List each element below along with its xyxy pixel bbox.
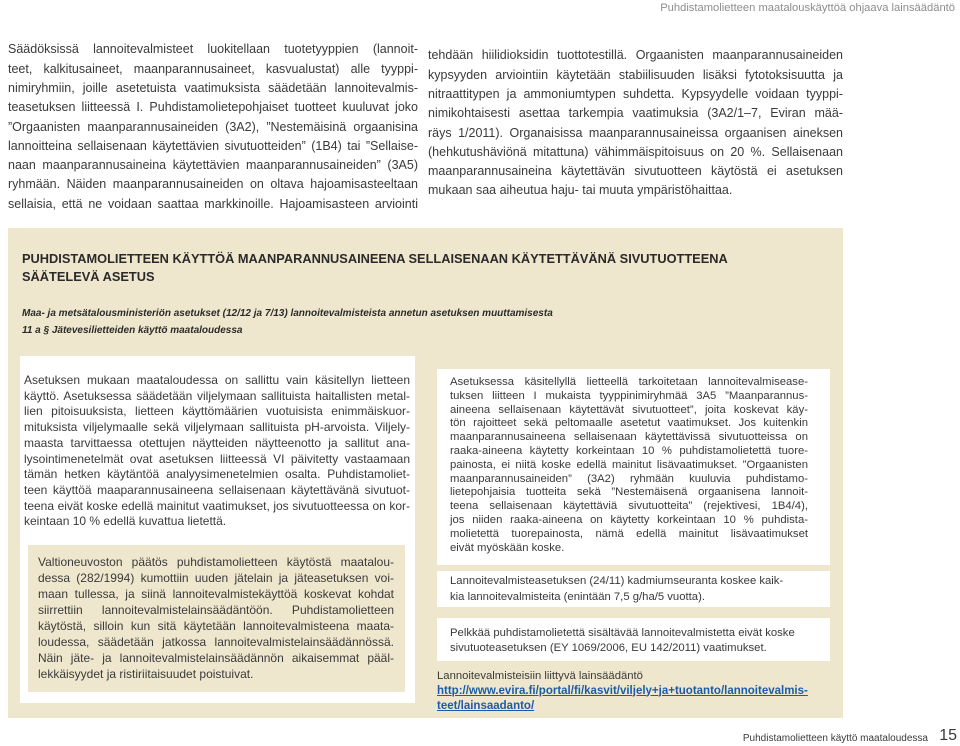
- decree-summary-line: keintaan 10 % edellä kuvattua lietettä.: [24, 514, 227, 529]
- intro-left-line: naan maanparannusaineina käytettävien maanparannusaineiden” (3A5): [8, 158, 418, 173]
- running-title: Puhdistamolietteen maatalouskäyttöä ohjaava lainsäädäntö: [660, 2, 955, 14]
- intro-column-left: [8, 40, 418, 214]
- cadmium-monitoring-line: kia lannoitevalmisteita (enintään 7,5 g/ha/5 vuotta).: [450, 591, 705, 603]
- treated-sludge-text: [450, 376, 808, 555]
- regulation-heading-line: PUHDISTAMOLIETTEEN KÄYTTÖÄ MAANPARANNUSAINEENA SELLAISENAAN KÄYTETTÄVÄNÄ SIVUTUOTTEENA: [22, 251, 728, 266]
- intro-left-line: nimiryhmiin, joille asetetuista vaatimuksista säädetään lannoitevalmis-: [8, 80, 418, 95]
- decree-summary-line: maasta tarvittaessa otettujen näytteiden näytteenotto ja sallitut ana-: [24, 435, 410, 450]
- intro-right-line: kypsyyden arviointiin käytetään stabiilisuuden lisäksi fytotoksisuutta ja: [428, 67, 843, 82]
- intro-column-right: [428, 46, 843, 200]
- by-product-regulation-line: sivutuoteasetuksen (EY 1069/2006, EU 142/2011) vaatimukset.: [450, 641, 767, 654]
- council-decision-line: siirrettiin lannoitevalmistelainsäädäntöön. Puhdistamolietteen: [38, 603, 394, 617]
- intro-right-line: maanparannusaineina käytettävän sivutuotteen käytöstä ei asetuksen: [428, 164, 843, 179]
- council-decision-line: loudessa, säädetään jatkossa lannoitevalmistelainsäädännössä.: [38, 635, 394, 649]
- treated-sludge-line: teena sellaisenaan käytettäviä sivutuotteita” (rejektivesi, 1B4/4),: [450, 500, 808, 513]
- treated-sludge-line: Asetuksessa käsitellyllä lietteellä tarkoitetaan lannoitevalmisease-: [450, 376, 808, 388]
- council-decision-line: käytöstä, silloin kun sitä käytetään lannoitevalmisteena maata-: [38, 619, 394, 633]
- intro-right-line: räys 1/2011). Organaisissa maanparannusaineissa orgaanisen aineksen: [428, 125, 843, 140]
- decree-summary-line: teena eivät koske edellä mainitut vaatimukset, jos sivutuotteessa on kor-: [24, 498, 410, 513]
- decree-summary-line: Asetuksen mukaan maataloudessa on sallittu vain käsitellyn lietteen: [24, 373, 410, 387]
- decree-reference: [22, 305, 553, 339]
- intro-right-line: (hehkutushäviönä mitattuna) vähimmäispitoisuus on 20 %. Sellaisenaan: [428, 144, 843, 159]
- legislation-link-line[interactable]: teet/lainsaadanto/: [437, 699, 535, 712]
- decree-summary-line: mituksista viljelymaalle sekä viljelymaan sallituista pH-arvoista. Viljely-: [24, 420, 410, 435]
- intro-left-line: teet, kalkitusaineet, maanparannusaineet, kasvualustat) alle tyyppi-: [8, 61, 418, 76]
- regulation-box: [8, 228, 843, 718]
- regulation-heading-line: SÄÄTELEVÄ ASETUS: [22, 269, 155, 284]
- intro-left-line: Säädöksissä lannoitevalmisteet luokitellaan tuotetyyppien (lannoit-: [8, 42, 418, 57]
- decree-summary-line: teen käyttöä maaparannusaineena sellaisenaan käytettävänä sivutuot-: [24, 482, 410, 497]
- intro-left-line: lannoitteina sellaisenaan käytettävien sivutuotteiden” (1B4) tai ”Sellaise-: [8, 138, 418, 153]
- council-decision-line: Valtioneuvoston päätös puhdistamolietteen käytöstä maatalou-: [38, 555, 394, 569]
- decree-summary-line: käyttö. Asetuksessa säädetään viljelymaan sallituista haitallisten metal-: [24, 388, 410, 403]
- by-product-regulation-panel: [437, 618, 830, 661]
- council-decision-line: maan tullessa, ja siinä lannoitevalmistekäyttöä koskevat kohdat: [38, 587, 394, 601]
- treated-sludge-line: lietepohjaisia tuotteita sekä ”Nestemäisenä orgaanisena lannoit-: [450, 486, 808, 499]
- council-decision-note: [28, 545, 405, 692]
- intro-left-line: teasetuksen liitteessä I. Puhdistamolietepohjaiset tuotteet kuuluvat joko: [8, 100, 418, 115]
- decree-summary-line: lien pitoisuuksista, lietteen käyttömäärien vuotuisista enimmäiskuor-: [24, 404, 410, 419]
- council-decision-line: lekkäisyydet ja ristiriitaisuudet poistuivat.: [38, 667, 254, 681]
- treated-sludge-panel: [437, 369, 830, 565]
- intro-left-line: sellaisia, että ne voidaan saattaa markkinoille. Hajoamisasteen arviointi: [8, 196, 418, 211]
- decree-reference-line: Maa- ja metsätalousministeriön asetukset (12/12 ja 7/13) lannoitevalmisteista annetun asetuksen muuttamisesta: [22, 307, 553, 319]
- intro-right-line: nimikohtaisesti asettaa tarkempia vaatimuksia (3A2/1–7, Eviran mää-: [428, 106, 843, 121]
- by-product-regulation-text: [450, 626, 820, 656]
- decree-reference-line: 11 a § Jätevesilietteiden käyttö maataloudessa: [22, 324, 243, 336]
- treated-sludge-line: molietettä tuorepainosta, nämä edellä mainitut lisävaatimukset: [450, 527, 808, 540]
- treated-sludge-line: maanparannusaineiden” (3A2) ryhmään kuuluvia puhdistamo-: [450, 472, 808, 485]
- decree-summary-panel: [20, 356, 415, 703]
- council-decision-text: [38, 554, 394, 682]
- cadmium-monitoring-panel: [437, 571, 830, 607]
- cadmium-monitoring-line: Lannoitevalmisteasetuksen (24/11) kadmiumseuranta koskee kaik-: [450, 575, 784, 587]
- council-decision-line: dessa (282/1994) kumottiin uuden jätelain ja jäteasetuksen voi-: [38, 571, 394, 585]
- treated-sludge-line: raaka-aineena käytetty korkeintaan 10 % puhdistamolietettä tuore-: [450, 444, 808, 457]
- treated-sludge-line: tön rajoitteet sekä peltomaalle asetetut vaatimukset. Jos kuitenkin: [450, 417, 808, 430]
- council-decision-line: Näin jäte- ja lannoitevalmistelainsäädännön aikaisemmat pääl-: [38, 651, 394, 665]
- treated-sludge-line: aineena sellaisenaan käytettävät sivutuotteet”, joita koskevat käy-: [450, 403, 808, 416]
- legislation-link-line[interactable]: http://www.evira.fi/portal/fi/kasvit/viljely+ja+tuotanto/lannoitevalmis-: [437, 684, 808, 697]
- decree-summary-line: lysointimenetelmät ovat asetuksen liitteessä VI päivitetty vastaamaan: [24, 451, 410, 466]
- intro-left-line: ryhmään. Näiden maanparannusaineiden on oltava hajoamisasteeltaan: [8, 177, 418, 192]
- decree-summary-line: tämän hetken käytäntöä analyysimenetelmien osalta. Puhdistamoliet-: [24, 467, 410, 482]
- page-number: 15: [939, 727, 957, 744]
- treated-sludge-line: tuksen liitteen I mukaista tyyppinimiryhmää 3A5 ”Maanparannus-: [450, 389, 808, 402]
- intro-right-line: mukaan saa aiheutua haju- tai muuta ympäristöhaittaa.: [428, 183, 733, 198]
- legislation-links-label: Lannoitevalmisteisiin liittyvä lainsäädäntö: [437, 669, 643, 682]
- treated-sludge-line: maanparannusaineena sellaisenaan käytettävissä sivutuotteissa on: [450, 431, 808, 444]
- by-product-regulation-line: Pelkkää puhdistamolietettä sisältävää lannoitevalmistetta eivät koske: [450, 626, 795, 639]
- footer-title: Puhdistamolietteen käyttö maataloudessa: [742, 733, 928, 744]
- legislation-link[interactable]: [437, 684, 808, 714]
- treated-sludge-line: eivät myöskään koske.: [450, 541, 565, 554]
- intro-right-line: tehdään hiilidioksidin tuottotestillä. Orgaanisten maanparannusaineiden: [428, 48, 843, 63]
- cadmium-monitoring-text: [450, 573, 820, 605]
- intro-left-line: ”Orgaanisten maanparannusaineiden (3A2), ”Nestemäisinä orgaanisina: [8, 119, 418, 134]
- treated-sludge-line: painosta, ei niitä koske edellä mainitut lisävaatimukset. ”Orgaanisten: [450, 458, 808, 471]
- regulation-heading: [22, 250, 728, 286]
- intro-right-line: nitraattitypen ja ammoniumtypen suhdetta. Kypsyydelle voidaan tyyppi-: [428, 86, 843, 101]
- decree-summary-text: [24, 373, 410, 530]
- treated-sludge-line: jos niiden raaka-aineena on käytetty korkeintaan 10 % puhdista-: [450, 513, 808, 526]
